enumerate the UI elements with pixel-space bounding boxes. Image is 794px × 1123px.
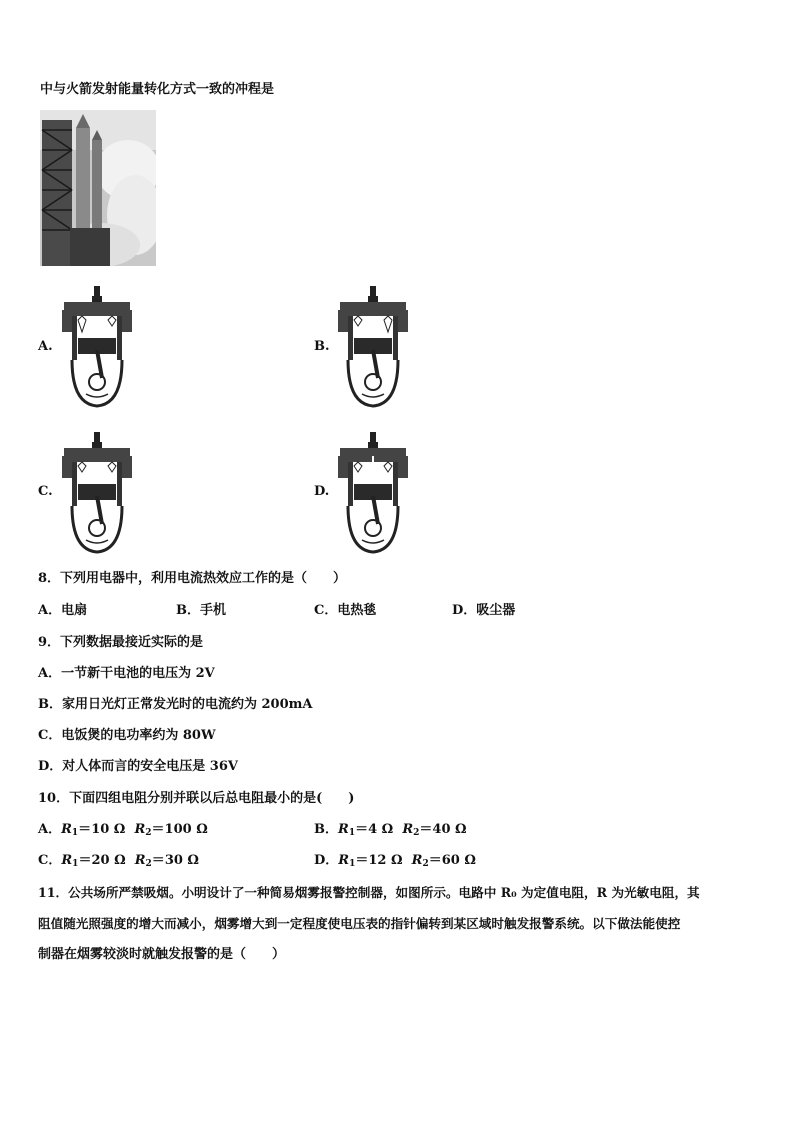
rocket-launch-photo — [40, 110, 156, 266]
q10-r1-value: 20 Ω — [91, 853, 126, 868]
engine-diagram-c — [62, 432, 132, 554]
q9-stem: 9．下列数据最接近实际的是 — [38, 635, 204, 650]
q10-option-letter: B． — [314, 822, 338, 837]
q10-option-b: B．$R_1=4$ Ω $R_2=40$ Ω — [314, 822, 467, 838]
q7-option-a-label: A. — [38, 339, 53, 354]
q10-r2-value: 40 Ω — [432, 822, 467, 837]
q10-option-a: A．$R_1=10$ Ω $R_2=100$ Ω — [38, 822, 208, 838]
q10-r2-value: 30 Ω — [164, 853, 200, 868]
q9-option-d: D．对人体而言的安全电压是 36V — [38, 759, 238, 774]
q10-r1-value: 12 Ω — [368, 853, 403, 868]
engine-diagram-d — [338, 432, 408, 554]
q10-option-letter: A． — [38, 822, 62, 837]
q7-option-d-label: D. — [314, 484, 330, 499]
q10-option-c: C．$R_1=20$ Ω $R_2=30$ Ω — [38, 853, 200, 869]
q9-option-c: C．电饭煲的电功率约为 80W — [38, 728, 216, 743]
q10-r2-value: 60 Ω — [441, 853, 476, 868]
q11-line-2: 阻值随光照强度的增大而减小，烟雾增大到一定程度使电压表的指针偏转到某区域时触发报警系统。以下做法能使控 — [38, 916, 681, 931]
q7-option-b-label: B. — [314, 339, 330, 354]
q10-option-letter: D． — [314, 853, 339, 868]
q7-option-c-label: C. — [38, 484, 53, 499]
q7-prompt: 中与火箭发射能量转化方式一致的冲程是 — [40, 82, 275, 97]
q8-option-a: A．电扇 — [38, 603, 88, 618]
q9-option-b: B．家用日光灯正常发光时的电流约为 200mA — [38, 697, 313, 712]
q10-option-letter: C． — [38, 853, 62, 868]
q11-line-3: 制器在烟雾较淡时就触发报警的是（ ） — [38, 947, 286, 962]
q9-option-a: A．一节新干电池的电压为 2V — [38, 666, 215, 681]
q10-option-d: D．$R_1=12$ Ω $R_2=60$ Ω — [314, 853, 476, 869]
q10-stem: 10．下面四组电阻分别并联以后总电阻最小的是( ) — [38, 791, 355, 806]
engine-diagram-b — [338, 286, 408, 408]
q8-option-c: C．电热毯 — [314, 603, 377, 618]
q8-option-b: B．手机 — [176, 603, 226, 618]
q8-option-d: D．吸尘器 — [452, 603, 516, 618]
q10-r1-value: 4 Ω — [368, 822, 394, 837]
q10-r2-value: 100 Ω — [164, 822, 208, 837]
q10-r1-value: 10 Ω — [91, 822, 126, 837]
q11-line-1: 11．公共场所严禁吸烟。小明设计了一种简易烟雾报警控制器，如图所示。电路中 R₀ 为定值电阻，R 为光敏电阻，其 — [38, 885, 700, 900]
q8-stem: 8．下列用电器中，利用电流热效应工作的是（ ） — [38, 571, 347, 586]
engine-diagram-a — [62, 286, 132, 408]
